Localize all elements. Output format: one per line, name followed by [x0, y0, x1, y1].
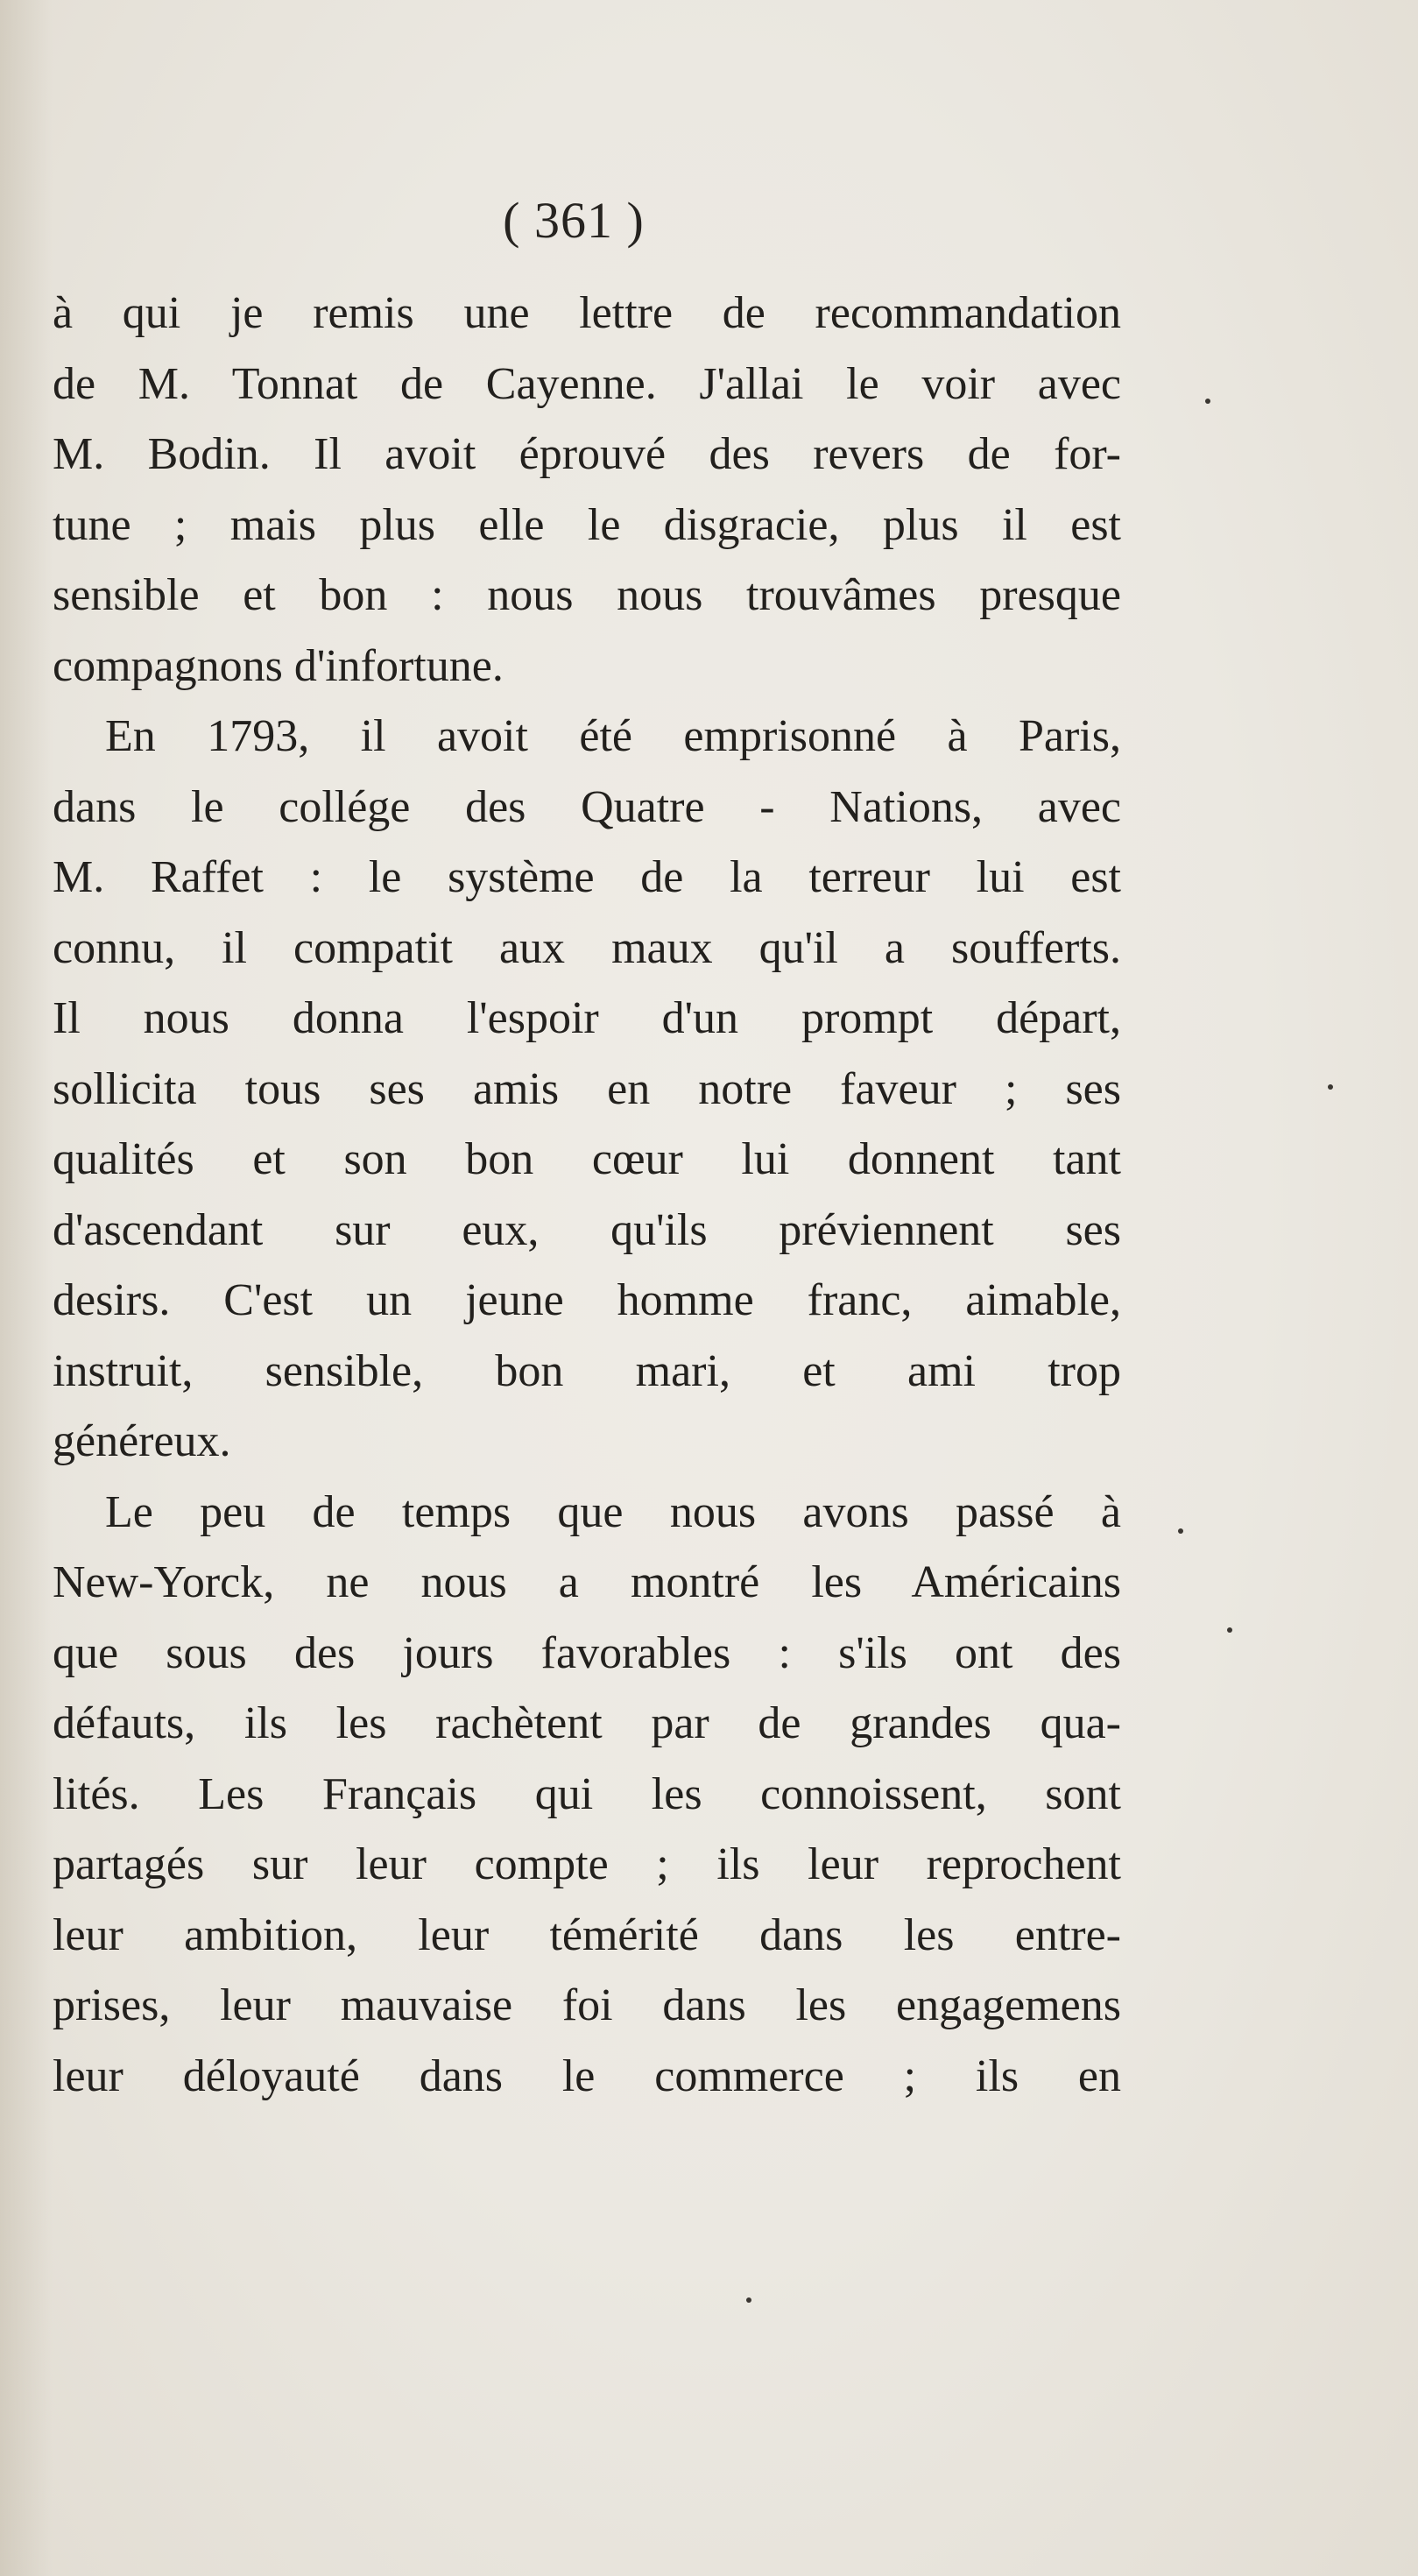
text-line: sollicita tous ses amis en notre faveur ; ses [53, 1063, 1121, 1114]
text-line: Il nous donna l'espoir d'un prompt départ, [53, 993, 1121, 1043]
text-line: compagnons d'infortune. [53, 640, 504, 691]
text-line: New-Yorck, ne nous a montré les Américains [53, 1557, 1121, 1607]
text-line: instruit, sensible, bon mari, et ami trop [53, 1345, 1121, 1396]
page-number: ( 361 ) [503, 192, 645, 249]
text-line: que sous des jours favorables : s'ils ont des [53, 1627, 1121, 1678]
text-line: M. Raffet : le système de la terreur lui est [53, 852, 1121, 902]
text-line: leur déloyauté dans le commerce ; ils en [53, 2050, 1121, 2101]
paper-speck [1227, 1627, 1232, 1633]
text-line: généreux. [53, 1416, 231, 1466]
text-line: lités. Les Français qui les connoissent, sont [53, 1768, 1121, 1819]
text-line: à qui je remis une lettre de recommandation [53, 288, 1121, 338]
body-text [53, 279, 1121, 2112]
text-line: desirs. C'est un jeune homme franc, aimable, [53, 1275, 1121, 1325]
text-line: partagés sur leur compte ; ils leur reprochent [53, 1839, 1121, 1889]
paper-speck [746, 2297, 751, 2303]
paragraph-1 [53, 279, 1121, 702]
paper-speck [1205, 399, 1210, 404]
text-line: M. Bodin. Il avoit éprouvé des revers de for- [53, 429, 1121, 479]
text-line: sensible et bon : nous nous trouvâmes presque [53, 570, 1121, 620]
text-line: qualités et son bon cœur lui donnent tant [53, 1134, 1121, 1184]
paragraph-2 [53, 702, 1121, 1478]
paragraph-3 [53, 1478, 1121, 2113]
text-line: prises, leur mauvaise foi dans les engagemens [53, 1980, 1121, 2030]
paper-speck [1178, 1528, 1183, 1534]
text-line: de M. Tonnat de Cayenne. J'allai le voir avec [53, 358, 1121, 409]
text-line: dans le collége des Quatre - Nations, avec [53, 781, 1121, 832]
text-line: connu, il compatit aux maux qu'il a soufferts. [53, 922, 1121, 973]
text-line: leur ambition, leur témérité dans les entre- [53, 1909, 1121, 1960]
text-line: Le peu de temps que nous avons passé à [105, 1486, 1121, 1537]
paper-speck [1328, 1084, 1333, 1090]
text-line: défauts, ils les rachètent par de grandes qua- [53, 1698, 1121, 1748]
text-line: d'ascendant sur eux, qu'ils préviennent ses [53, 1204, 1121, 1255]
text-line: En 1793, il avoit été emprisonné à Paris, [105, 711, 1121, 761]
text-line: tune ; mais plus elle le disgracie, plus il est [53, 499, 1121, 550]
